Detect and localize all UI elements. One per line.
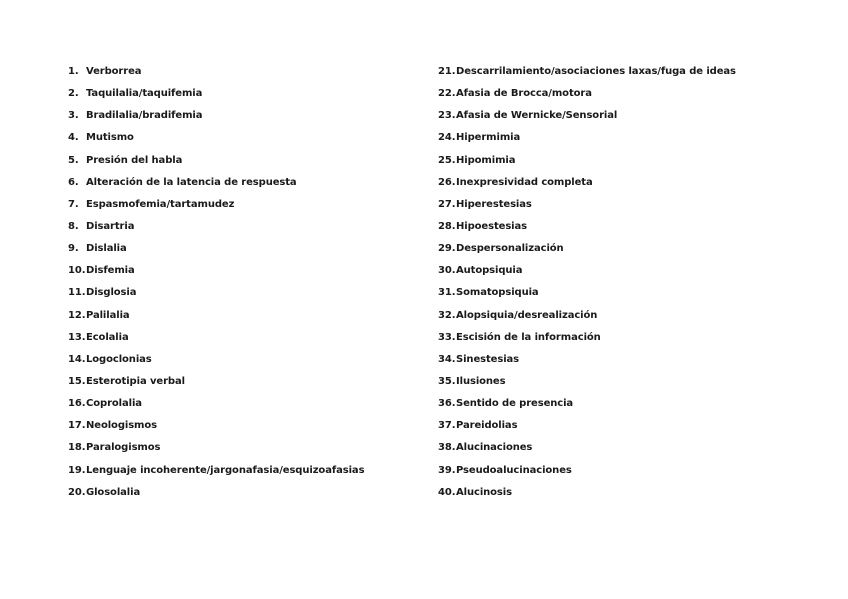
- list-item-number: 40.: [438, 486, 456, 498]
- list-item-number: 19.: [68, 464, 86, 476]
- list-item-label: Alucinaciones: [456, 442, 533, 454]
- list-item: [438, 305, 838, 327]
- list-item: [438, 482, 838, 504]
- list-item: [438, 172, 838, 194]
- list-item-label: Disartria: [86, 220, 135, 232]
- list-item-label: Alteración de la latencia de respuesta: [86, 176, 297, 188]
- list-item-label: Taquilalia/taquifemia: [86, 88, 203, 100]
- list-item: [68, 83, 418, 105]
- list-item-number: 25.: [438, 154, 456, 166]
- list-item-label: Hiperestesias: [456, 198, 532, 210]
- list-item: [68, 194, 418, 216]
- list-item: [68, 282, 418, 304]
- list-item-number: 22.: [438, 88, 456, 100]
- list-item-number: 3.: [68, 110, 79, 122]
- list-item-label: Espasmofemia/tartamudez: [86, 198, 235, 210]
- list-item-label: Hipermimia: [456, 132, 521, 144]
- list-item: [68, 415, 418, 437]
- list-item-number: 26.: [438, 176, 456, 188]
- list-item-label: Coprolalia: [86, 398, 142, 410]
- list-item: [68, 238, 418, 260]
- list-item-number: 36.: [438, 398, 456, 410]
- list-item-label: Ilusiones: [456, 375, 506, 387]
- list-item-label: Neologismos: [86, 420, 157, 432]
- list-item-label: Hipomimia: [456, 154, 516, 166]
- list-item: [68, 349, 418, 371]
- list-item-number: 18.: [68, 442, 86, 454]
- list-item: [68, 260, 418, 282]
- list-item: [438, 415, 838, 437]
- list-item-label: Sinestesias: [456, 353, 520, 365]
- list-item-number: 7.: [68, 198, 79, 210]
- list-item-number: 29.: [438, 243, 456, 255]
- list-item-number: 30.: [438, 265, 456, 277]
- list-item: [438, 127, 838, 149]
- list-item-label: Autopsiquia: [456, 265, 523, 277]
- list-item: [68, 437, 418, 459]
- list-item-number: 2.: [68, 88, 79, 100]
- list-item-number: 6.: [68, 176, 79, 188]
- list-item-label: Glosolalia: [86, 486, 141, 498]
- list-item-label: Mutismo: [86, 132, 134, 144]
- list-item: [68, 216, 418, 238]
- list-item-label: Afasia de Wernicke/Sensorial: [456, 110, 618, 122]
- list-item-label: Lenguaje incoherente/jargonafasia/esquizoafasias: [86, 464, 365, 476]
- list-item: [438, 349, 838, 371]
- list-item-label: Disglosia: [86, 287, 137, 299]
- list-item-number: 11.: [68, 287, 86, 299]
- list-item-label: Sentido de presencia: [456, 398, 574, 410]
- list-item: [68, 127, 418, 149]
- list-item-label: Alucinosis: [456, 486, 512, 498]
- list-item: [438, 260, 838, 282]
- list-item: [438, 194, 838, 216]
- list-item-label: Palilalia: [86, 309, 130, 321]
- list-item: [68, 482, 418, 504]
- list-item-number: 32.: [438, 309, 456, 321]
- list-item-label: Alopsiquia/desrealización: [456, 309, 598, 321]
- list-item-label: Afasia de Brocca/motora: [456, 88, 592, 100]
- list-item-number: 10.: [68, 265, 86, 277]
- list-item-number: 39.: [438, 464, 456, 476]
- list-item-number: 27.: [438, 198, 456, 210]
- list-item-number: 12.: [68, 309, 86, 321]
- list-item-number: 16.: [68, 398, 86, 410]
- list-item-number: 13.: [68, 331, 86, 343]
- list-item-label: Bradilalia/bradifemia: [86, 110, 203, 122]
- list-item-number: 23.: [438, 110, 456, 122]
- list-item: [438, 61, 838, 83]
- list-item-number: 17.: [68, 420, 86, 432]
- list-item-number: 4.: [68, 132, 79, 144]
- list-item-number: 5.: [68, 154, 79, 166]
- list-item-number: 21.: [438, 66, 456, 77]
- list-item: [438, 460, 838, 482]
- list-item-number: 33.: [438, 331, 456, 343]
- list-item-number: 20.: [68, 486, 86, 498]
- list-item: [438, 282, 838, 304]
- list-item: [438, 83, 838, 105]
- list-item: [68, 371, 418, 393]
- list-item-label: Verborrea: [86, 66, 142, 77]
- list-item-label: Hipoestesias: [456, 220, 528, 232]
- list-item: [68, 460, 418, 482]
- list-item: [438, 216, 838, 238]
- list-item-label: Somatopsiquia: [456, 287, 539, 299]
- list-item: [68, 61, 418, 83]
- list-item: [68, 150, 418, 172]
- list-item: [438, 327, 838, 349]
- list-item-label: Disfemia: [86, 265, 135, 277]
- list-item-number: 15.: [68, 375, 86, 387]
- list-item: [438, 105, 838, 127]
- left-column-list: [68, 61, 418, 504]
- list-item-label: Pseudoalucinaciones: [456, 464, 572, 476]
- list-item-label: Logoclonias: [86, 353, 152, 365]
- right-column-list: [438, 61, 838, 504]
- list-item-label: Ecolalia: [86, 331, 129, 343]
- list-item-number: 1.: [68, 66, 79, 77]
- list-item-number: 9.: [68, 243, 79, 255]
- list-item-label: Esterotipia verbal: [86, 375, 185, 387]
- list-item-label: Presión del habla: [86, 154, 183, 166]
- list-item-number: 34.: [438, 353, 456, 365]
- list-item-number: 35.: [438, 375, 456, 387]
- list-item-number: 14.: [68, 353, 86, 365]
- list-item: [68, 305, 418, 327]
- list-item: [68, 327, 418, 349]
- list-item-label: Despersonalización: [456, 243, 564, 255]
- list-item: [438, 238, 838, 260]
- list-item-number: 31.: [438, 287, 456, 299]
- list-item-label: Dislalia: [86, 243, 127, 255]
- list-item-number: 8.: [68, 220, 79, 232]
- list-item-label: Inexpresividad completa: [456, 176, 593, 188]
- list-item-number: 38.: [438, 442, 456, 454]
- list-item-label: Pareidolias: [456, 420, 518, 432]
- list-item: [438, 393, 838, 415]
- list-item: [438, 437, 838, 459]
- list-item-number: 37.: [438, 420, 456, 432]
- list-item: [438, 371, 838, 393]
- list-item: [68, 393, 418, 415]
- list-item: [438, 150, 838, 172]
- list-item-number: 28.: [438, 220, 456, 232]
- list-item-number: 24.: [438, 132, 456, 144]
- list-item-label: Descarrilamiento/asociaciones laxas/fuga de ideas: [456, 66, 736, 77]
- list-item-label: Escisión de la información: [456, 331, 601, 343]
- list-item: [68, 105, 418, 127]
- list-item: [68, 172, 418, 194]
- list-item-label: Paralogismos: [86, 442, 161, 454]
